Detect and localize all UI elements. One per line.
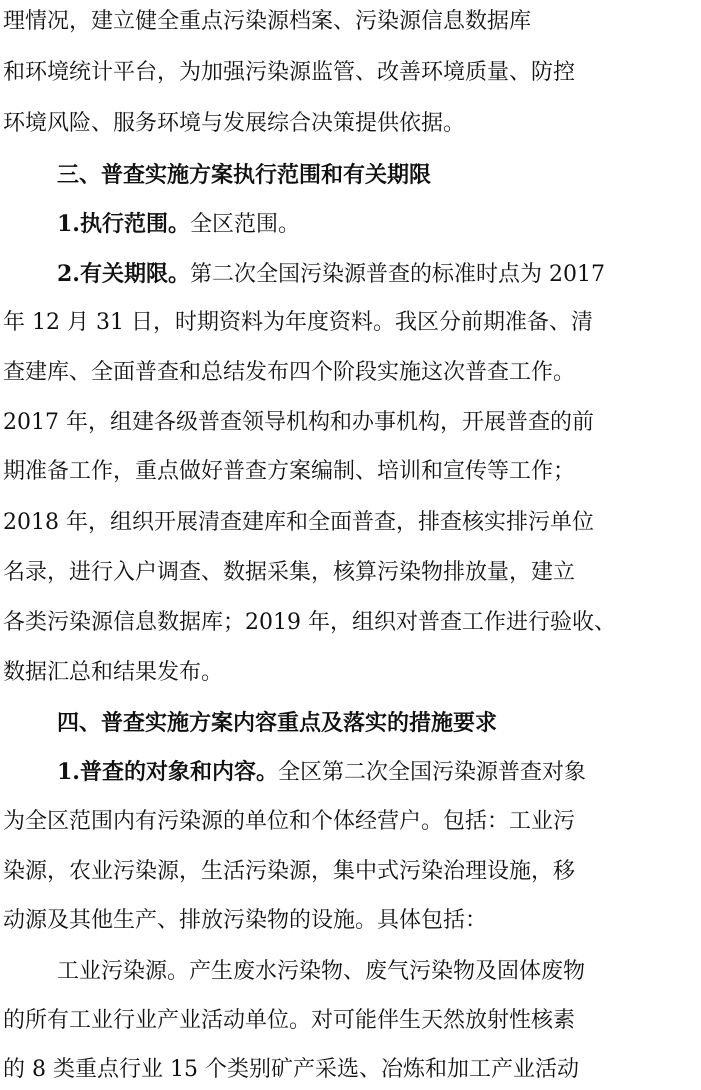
line-text: 各类污染源信息数据库；2019 年，组织对普查工作进行验收、 (3, 610, 616, 635)
paragraph-line (0, 303, 701, 343)
line-text: 全区范围。 (189, 212, 300, 237)
paragraph-line (0, 403, 701, 443)
line-text: 2018 年，组织开展清查建库和全面普查，排查核实排污单位 (3, 510, 594, 535)
line-text: 全区第二次全国污染源普查对象 (277, 760, 586, 785)
paragraph-line (0, 204, 701, 244)
paragraph-line (0, 553, 701, 593)
line-text: 环境风险、服务环境与发展综合决策提供依据。 (3, 111, 466, 136)
paragraph-line (0, 603, 701, 643)
line-text: 染源，农业污染源，生活污染源，集中式污染治理设施，移 (3, 859, 576, 884)
line-text: 第二次全国污染源普查的标准时点为 2017 (189, 262, 605, 287)
line-text: 动源及其他生产、排放污染物的设施。具体包括： (3, 908, 488, 933)
paragraph-line (0, 752, 701, 792)
heading-text: 三、普查实施方案执行范围和有关期限 (57, 162, 432, 188)
line-text: 的所有工业行业产业活动单位。对可能伴生天然放射性核素 (3, 1008, 576, 1033)
paragraph-line (0, 952, 701, 992)
line-text: 期准备工作，重点做好普查方案编制、培训和宣传等工作； (3, 459, 576, 484)
paragraph-line (0, 2, 701, 42)
subheading-text: 2.有关期限。 (57, 261, 190, 287)
subheading-text: 1.执行范围。 (57, 211, 190, 237)
paragraph-line (0, 852, 701, 892)
paragraph-line (0, 802, 701, 842)
line-text: 年 12 月 31 日，时期资料为年度资料。我区分前期准备、清 (3, 310, 593, 335)
paragraph-line (0, 53, 701, 93)
line-text: 和环境统计平台，为加强污染源监管、改善环境质量、防控 (3, 60, 576, 85)
paragraph-line (0, 452, 701, 492)
line-text: 的 8 类重点行业 15 个类别矿产采选、冶炼和加工产业活动 (3, 1057, 579, 1082)
paragraph-line (0, 901, 701, 941)
line-text: 2017 年，组建各级普查领导机构和办事机构，开展普查的前 (3, 410, 594, 435)
paragraph-line (0, 653, 701, 693)
line-text: 数据汇总和结果发布。 (3, 660, 224, 685)
paragraph-line (0, 254, 701, 294)
subheading-text: 1.普查的对象和内容。 (57, 759, 278, 785)
section-heading-3 (0, 155, 701, 195)
line-text: 为全区范围内有污染源的单位和个体经营户。包括：工业污 (3, 809, 576, 834)
paragraph-line (0, 503, 701, 543)
paragraph-line (0, 1050, 701, 1090)
section-heading-4 (0, 703, 701, 743)
paragraph-line (0, 353, 701, 393)
line-text: 查建库、全面普查和总结发布四个阶段实施这次普查工作。 (3, 360, 576, 385)
line-text: 工业污染源。产生废水污染物、废气污染物及固体废物 (57, 959, 586, 984)
paragraph-line (0, 104, 701, 144)
line-text: 理情况，建立健全重点污染源档案、污染源信息数据库 (3, 9, 532, 34)
line-text: 名录，进行入户调查、数据采集，核算污染物排放量，建立 (3, 560, 576, 585)
heading-text: 四、普查实施方案内容重点及落实的措施要求 (57, 710, 498, 736)
paragraph-line (0, 1001, 701, 1041)
